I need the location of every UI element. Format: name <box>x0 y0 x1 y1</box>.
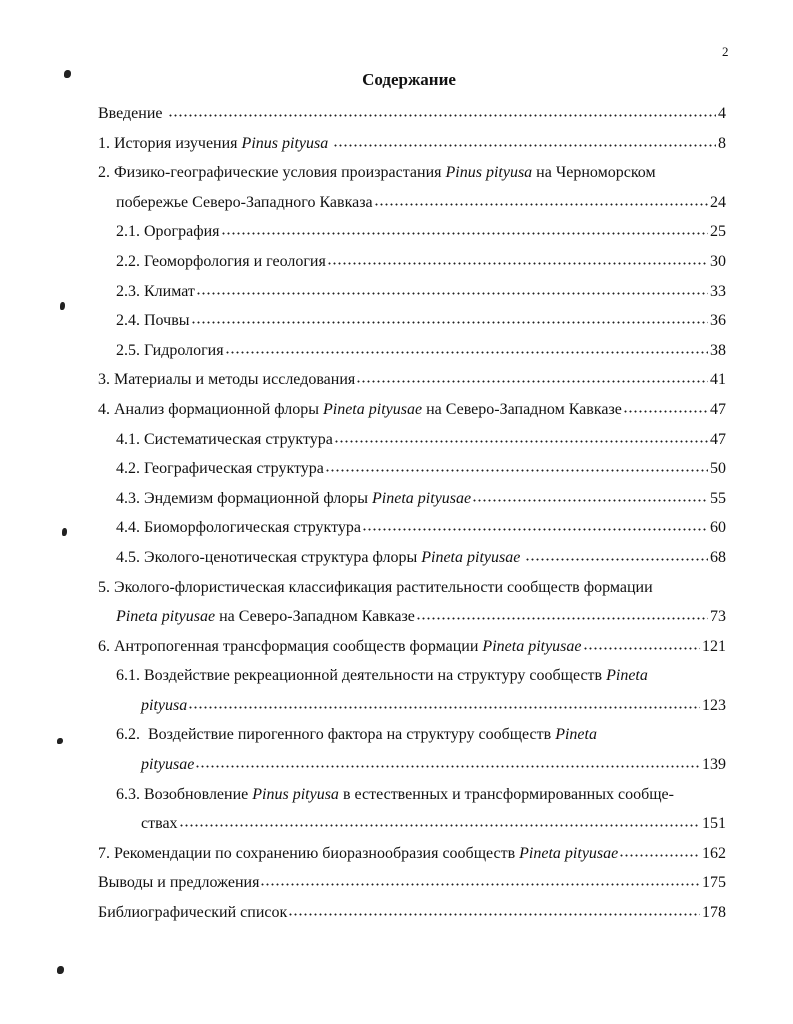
toc-entry <box>98 158 726 188</box>
toc-entry-text: Выводы и предложения <box>98 874 260 892</box>
table-of-contents <box>98 99 726 928</box>
dot-leader <box>362 528 708 531</box>
toc-entry <box>98 454 726 484</box>
toc-entry-text: 1. История изучения <box>98 134 242 152</box>
toc-page-number: 47 <box>710 430 726 448</box>
toc-entry-text: на Северо-Западном Кавказе <box>422 400 622 418</box>
toc-entry <box>98 188 726 218</box>
toc-entry-text: 4.3. Эндемизм формационной флоры <box>116 489 373 507</box>
dot-leader <box>288 913 700 916</box>
toc-entry <box>98 632 726 662</box>
toc-entry-text: ствах <box>141 815 178 833</box>
dot-leader <box>225 351 708 354</box>
toc-entry-text: 5. Эколого-флористическая классификация растительности сообществ формации <box>98 578 653 596</box>
toc-entry <box>98 543 726 573</box>
toc-entry-latin-name: Pineta pityusae <box>116 608 216 626</box>
toc-entry <box>98 306 726 336</box>
toc-entry-text: 6.1. Воздействие рекреационной деятельности на структуру сообществ <box>116 667 607 685</box>
dot-leader <box>327 262 708 265</box>
dot-leader <box>583 647 700 650</box>
dot-leader <box>356 380 708 383</box>
toc-page-number: 47 <box>710 400 726 418</box>
toc-entry-latin-name: pityusa <box>141 696 188 714</box>
toc-entry <box>98 602 726 632</box>
toc-entry-text: 6.2. Воздействие пирогенного фактора на структуру сообществ <box>116 726 556 744</box>
toc-entry <box>98 720 726 750</box>
toc-entry-text: 4.5. Эколого-ценотическая структура флоры <box>116 548 422 566</box>
toc-page-number: 30 <box>710 252 726 270</box>
toc-page-number: 38 <box>710 341 726 359</box>
dot-leader <box>325 469 708 472</box>
toc-page-number: 178 <box>702 904 726 922</box>
dot-leader <box>179 824 700 827</box>
scan-speck <box>57 966 64 974</box>
dot-leader <box>191 321 709 324</box>
toc-entry-text: побережье Северо-Западного Кавказа <box>116 193 373 211</box>
toc-page-number: 175 <box>702 874 726 892</box>
toc-page-number: 73 <box>710 608 726 626</box>
toc-entry-text: 4.2. Географическая структура <box>116 460 324 478</box>
toc-entry-latin-name: Pinus pityusa <box>252 785 339 803</box>
toc-entry <box>98 247 726 277</box>
toc-entry-latin-name: pityusae <box>141 756 195 774</box>
toc-entry <box>98 365 726 395</box>
dot-leader <box>525 558 708 561</box>
toc-page-number: 4 <box>718 105 726 122</box>
toc-entry-latin-name: Pinus pityusa <box>241 134 329 152</box>
toc-entry <box>98 129 726 159</box>
dot-leader <box>195 765 700 768</box>
scan-speck <box>64 70 71 78</box>
toc-entry-text: 7. Рекомендации по сохранению биоразнообразия сообществ <box>98 844 520 862</box>
toc-page-number: 8 <box>718 134 726 152</box>
toc-page-number: 121 <box>702 637 726 655</box>
toc-entry-text: 2.5. Гидрология <box>116 341 224 359</box>
toc-entry <box>98 809 726 839</box>
toc-entry <box>98 750 726 780</box>
scan-speck <box>62 528 67 536</box>
toc-entry-text: Введение <box>98 105 167 122</box>
toc-entry-text: 2.4. Почвы <box>116 312 190 330</box>
toc-entry <box>98 898 726 928</box>
toc-entry-text: на Черноморском <box>532 164 656 182</box>
toc-entry <box>98 839 726 869</box>
toc-page-number: 24 <box>710 193 726 211</box>
toc-page-number: 123 <box>702 696 726 714</box>
scan-speck <box>60 302 65 310</box>
toc-entry-latin-name: Pinus pityusa <box>445 164 533 182</box>
dot-leader <box>623 410 708 413</box>
toc-entry <box>98 395 726 425</box>
toc-entry-latin-name: Pineta <box>555 726 597 744</box>
dot-leader <box>416 617 708 620</box>
toc-entry <box>98 336 726 366</box>
toc-entry-latin-name: Pineta pityusae <box>322 400 423 418</box>
toc-entry-text: 4.4. Биоморфологическая структура <box>116 519 361 537</box>
toc-page-number: 60 <box>710 519 726 537</box>
toc-entry-text: 3. Материалы и методы исследования <box>98 371 356 389</box>
dot-leader <box>334 440 708 443</box>
toc-entry <box>98 573 726 603</box>
dot-leader <box>260 883 700 886</box>
toc-entry <box>98 217 726 247</box>
toc-page-number: 36 <box>710 312 726 330</box>
page-number: 2 <box>722 44 729 59</box>
toc-page-number: 162 <box>702 844 726 862</box>
toc-entry-text: 6. Антропогенная трансформация сообществ формации <box>98 637 483 655</box>
toc-page-number: 139 <box>702 756 726 774</box>
toc-entry <box>98 277 726 307</box>
toc-entry <box>98 484 726 514</box>
dot-leader <box>168 114 717 117</box>
toc-entry-latin-name: Pineta <box>606 667 648 685</box>
dot-leader <box>196 292 708 295</box>
toc-page-number: 68 <box>710 548 726 566</box>
toc-entry-text: на Северо-Западном Кавказе <box>215 608 415 626</box>
toc-entry-latin-name: Pineta pityusae <box>421 548 521 566</box>
dot-leader <box>333 144 716 147</box>
toc-entry-latin-name: Pineta pityusae <box>482 637 582 655</box>
toc-entry-latin-name: Pineta pityusae <box>372 489 472 507</box>
dot-leader <box>374 203 708 206</box>
toc-entry-text: 2.1. Орография <box>116 223 220 241</box>
toc-page-number: 41 <box>710 371 726 389</box>
dot-leader <box>221 232 708 235</box>
toc-entry <box>98 513 726 543</box>
toc-entry-text: 2.2. Геоморфология и геология <box>116 252 326 270</box>
toc-entry <box>98 868 726 898</box>
toc-page-number: 151 <box>702 815 726 833</box>
toc-entry-text: в естественных и трансформированных сообще- <box>338 785 674 803</box>
dot-leader <box>188 706 700 709</box>
toc-page-number: 25 <box>710 223 726 241</box>
toc-entry-text: Библиографический список <box>98 904 288 922</box>
toc-page-number: 33 <box>710 282 726 300</box>
toc-entry-text <box>328 129 332 159</box>
toc-title: Содержание <box>362 70 456 89</box>
dot-leader <box>472 499 708 502</box>
toc-entry <box>98 691 726 721</box>
toc-entry-text: 2.3. Климат <box>116 282 195 300</box>
toc-entry-latin-name: Pineta pityusae <box>519 844 619 862</box>
toc-entry <box>98 780 726 810</box>
toc-entry <box>98 661 726 691</box>
toc-entry-text: 4. Анализ формационной флоры <box>98 400 323 418</box>
toc-entry <box>98 99 726 129</box>
toc-entry-text: 2. Физико-географические условия произрастания <box>98 164 446 182</box>
toc-page-number: 50 <box>710 460 726 478</box>
scan-speck <box>57 738 63 744</box>
toc-entry <box>98 425 726 455</box>
toc-page-number: 55 <box>710 489 726 507</box>
toc-entry-text <box>520 543 524 573</box>
dot-leader <box>619 854 700 857</box>
toc-entry-text: 6.3. Возобновление <box>116 785 253 803</box>
toc-entry-text: 4.1. Систематическая структура <box>116 430 333 448</box>
